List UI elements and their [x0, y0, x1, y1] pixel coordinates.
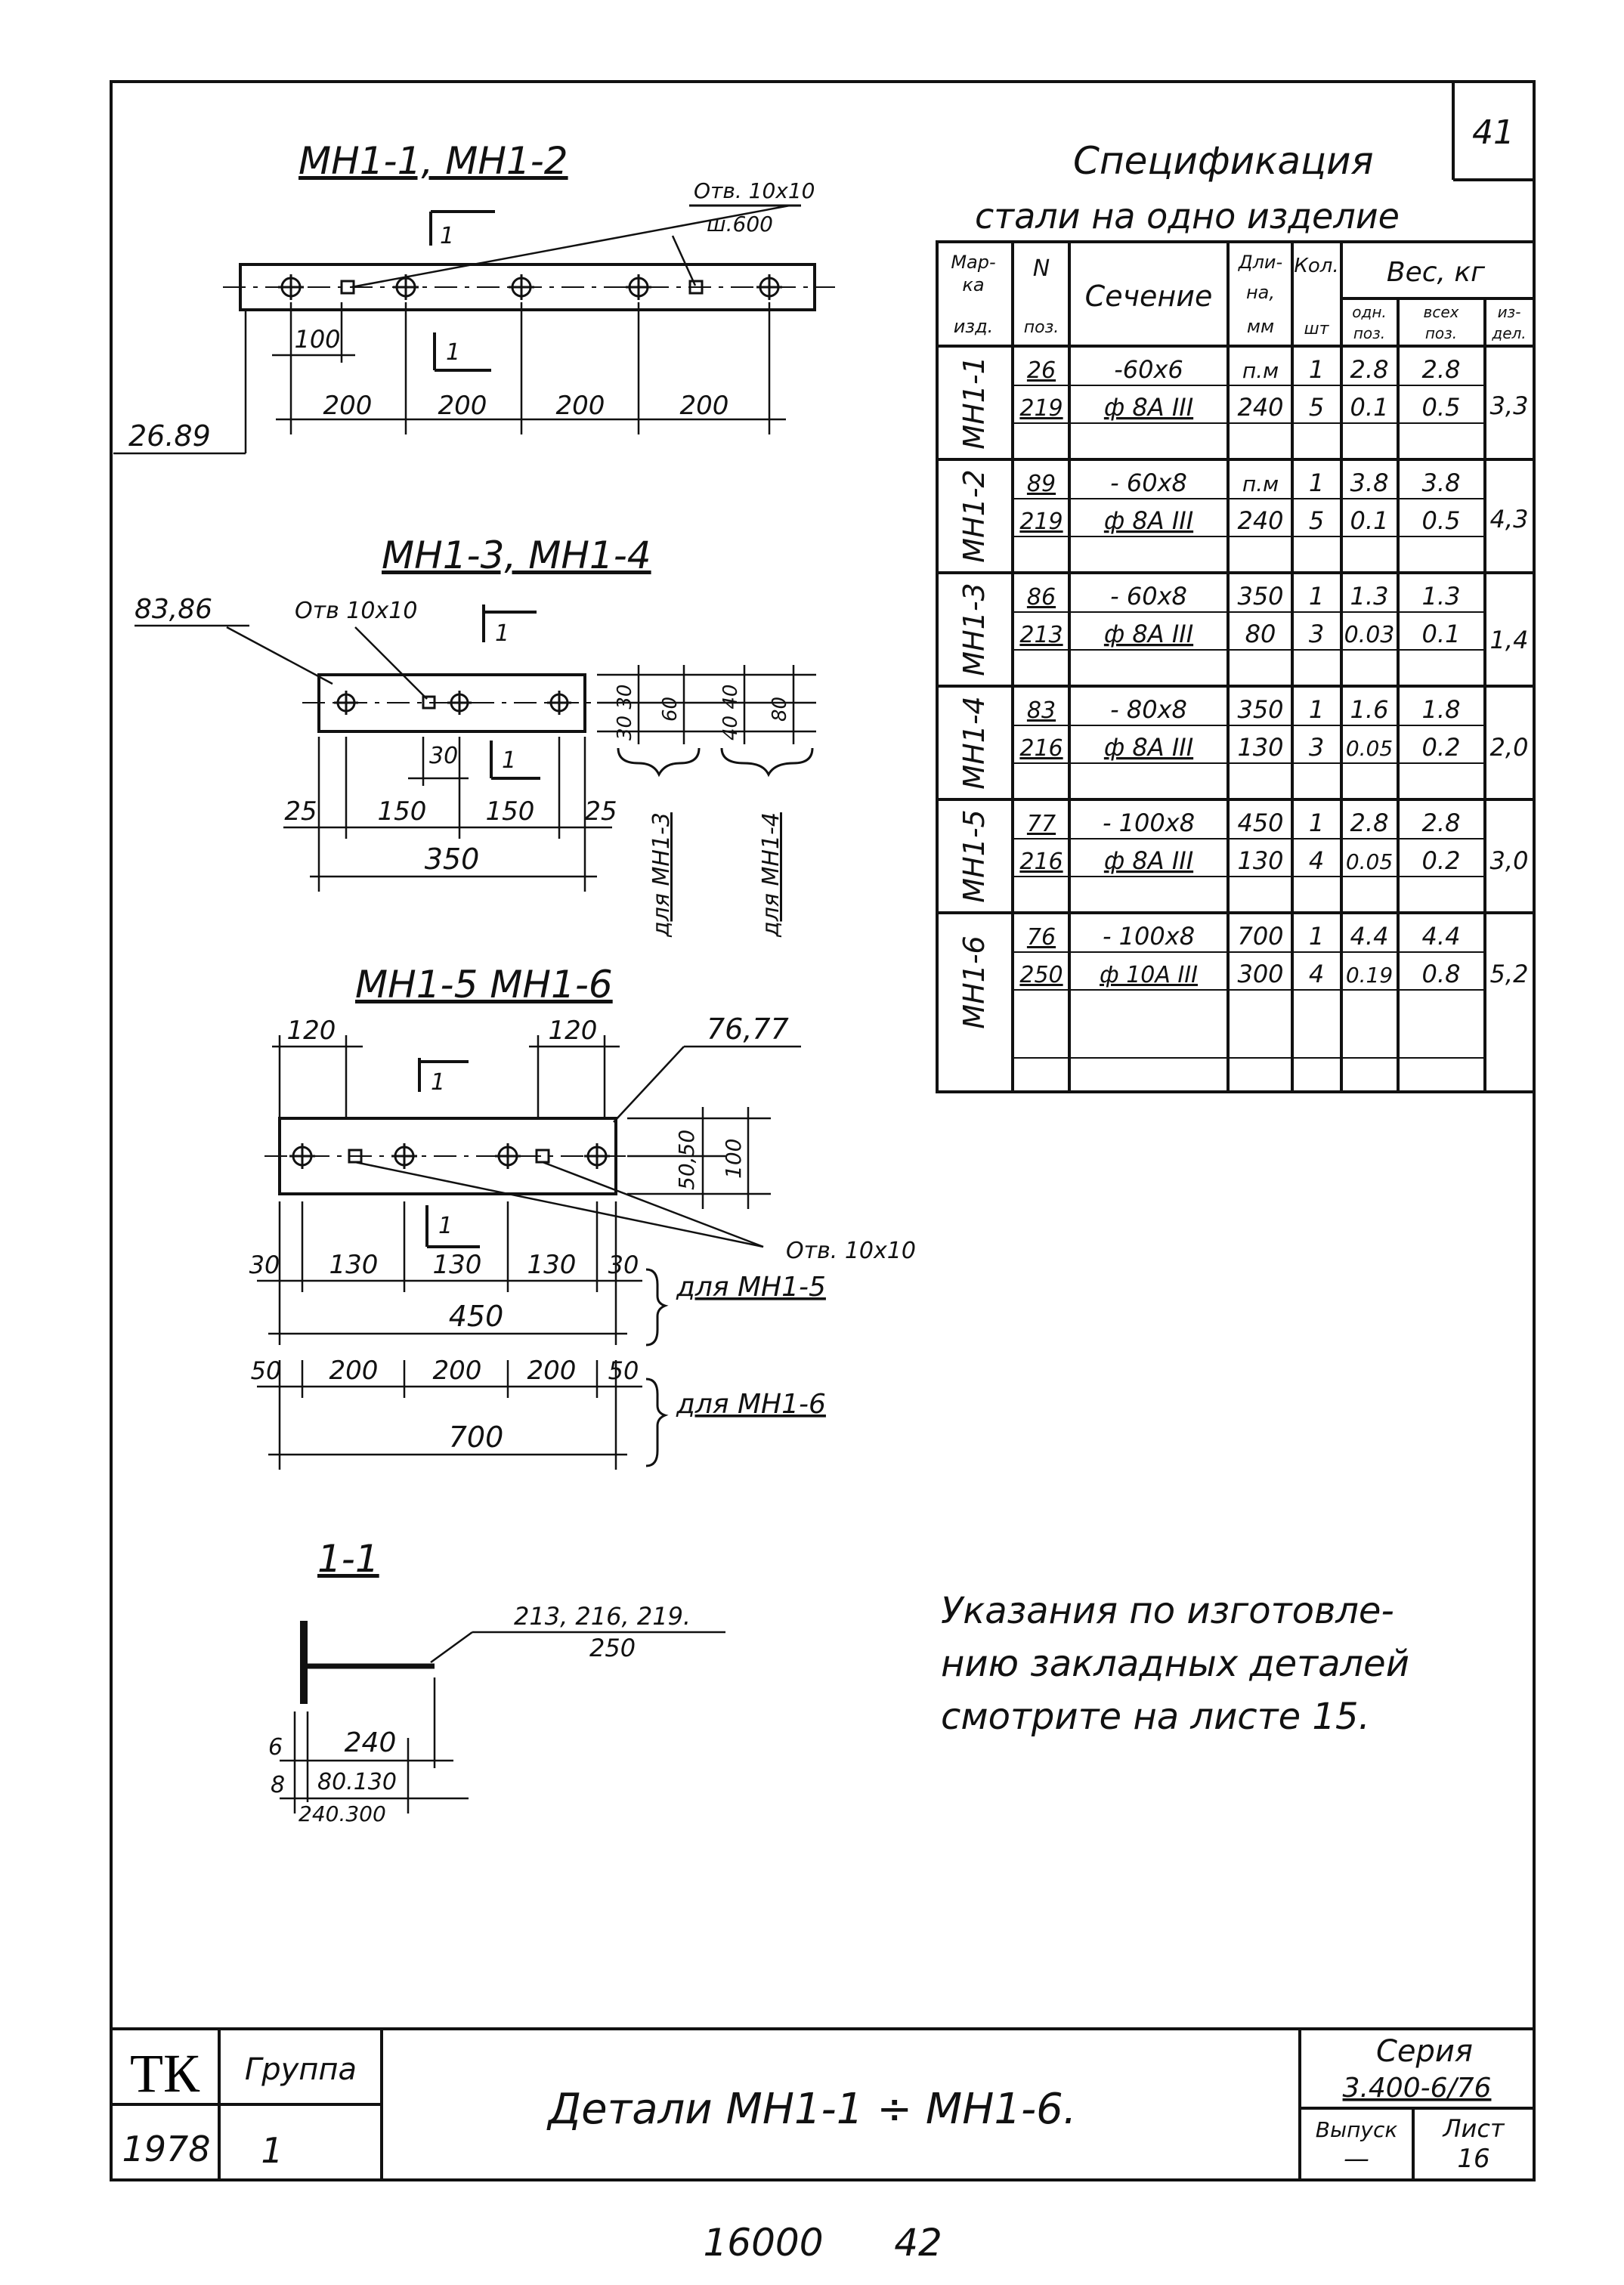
spec-row	[1027, 355, 1461, 384]
series-value: 3.400-6/76	[1342, 2073, 1492, 2104]
dim-text: 150	[485, 796, 535, 827]
dim-text: 100	[721, 1138, 746, 1179]
spec-weight-one: 0.1	[1350, 393, 1389, 422]
section-mark: 1	[495, 620, 510, 647]
spec-pos: 76	[1026, 924, 1056, 951]
section-title: 1-1	[317, 1537, 379, 1581]
position-label: 26.89	[128, 419, 211, 453]
spec-total: 1,4	[1489, 626, 1529, 654]
spec-length: 350	[1237, 582, 1284, 611]
dim-text: 25	[584, 796, 617, 827]
dim-text: 25	[284, 796, 317, 827]
title-block	[111, 2029, 1534, 2180]
spec-length: 450	[1237, 809, 1284, 837]
spec-pos: 83	[1026, 697, 1056, 724]
spec-weight-all: 2.8	[1421, 355, 1461, 384]
dim-text: 240.300	[299, 1801, 386, 1826]
spec-pos: 86	[1026, 584, 1056, 611]
spec-qty: 5	[1308, 506, 1325, 535]
spec-row	[1019, 620, 1460, 648]
footer-number: 16000	[703, 2221, 824, 2265]
sheet-value: 16	[1457, 2144, 1490, 2174]
drawing-title: МН1-1, МН1-2	[299, 139, 568, 183]
spec-weight-one: 0.05	[1345, 849, 1394, 874]
spec-weight-all: 0.2	[1421, 733, 1461, 762]
dim-text: 8	[271, 1772, 286, 1798]
hole-note: Отв. 10х10	[694, 178, 815, 203]
spec-mark: МН1-5	[957, 809, 991, 903]
dim-text: 30	[249, 1251, 280, 1279]
dim-text: 80.130	[317, 1769, 397, 1795]
spec-total: 4,3	[1489, 505, 1529, 533]
header-weight-all: всех	[1423, 303, 1459, 321]
applies-to-label: для МН1-6	[676, 1389, 826, 1420]
sheet-number: 41	[1472, 113, 1514, 152]
spec-row	[1019, 506, 1460, 535]
header-length: мм	[1246, 316, 1275, 337]
note-line: Указания по изготовле-	[941, 1590, 1394, 1632]
section-mark: 1	[431, 1069, 446, 1096]
header-qty: шт	[1304, 320, 1329, 339]
spec-qty: 5	[1308, 393, 1325, 422]
spec-subtitle: стали на одно изделие	[975, 196, 1400, 237]
spec-total: 3,0	[1489, 846, 1529, 875]
spec-section: ф 8А III	[1103, 620, 1194, 648]
dim-text: 30	[608, 1251, 639, 1279]
spec-length: 240	[1237, 506, 1284, 535]
dim-text: 200	[555, 391, 605, 421]
sheet-label: Лист	[1443, 2114, 1505, 2143]
dim-text: 200	[323, 391, 373, 421]
spec-section: ф 8А III	[1103, 393, 1194, 422]
manufacturing-note	[941, 1590, 1409, 1738]
position-label: 83,86	[135, 594, 213, 625]
dim-text: 100	[294, 325, 341, 354]
spec-weight-all: 0.5	[1421, 393, 1461, 422]
spec-mark: МН1-4	[957, 696, 991, 790]
position-label: 250	[589, 1634, 636, 1662]
header-section: Сечение	[1084, 280, 1213, 313]
spec-pos: 213	[1019, 622, 1063, 648]
section-mark: 1	[502, 747, 517, 774]
spec-weight-one: 0.1	[1350, 506, 1389, 535]
spec-row	[1019, 960, 1460, 988]
spec-length: 350	[1237, 695, 1284, 724]
spec-qty: 1	[1308, 355, 1325, 384]
spec-qty: 3	[1308, 620, 1325, 648]
spec-section: ф 8А III	[1103, 846, 1194, 875]
header-weight-all: поз.	[1424, 324, 1458, 342]
spec-weight-one: 0.19	[1345, 963, 1394, 988]
spec-qty: 1	[1308, 922, 1325, 951]
year: 1978	[122, 2129, 211, 2169]
dim-text: 450	[448, 1300, 504, 1333]
dim-text: 350	[424, 843, 480, 876]
dim-text: 200	[527, 1356, 577, 1386]
spec-section: - 80х8	[1110, 695, 1187, 724]
spec-pos: 77	[1026, 811, 1056, 837]
spec-section: ф 8А III	[1103, 506, 1194, 535]
section-1-1	[268, 1537, 725, 1826]
spec-row	[1027, 695, 1461, 724]
footer-number: 42	[894, 2221, 942, 2265]
spec-row	[1019, 733, 1460, 762]
series-label: Серия	[1376, 2034, 1473, 2069]
issue-label: Выпуск	[1315, 2117, 1398, 2142]
drawing-mh1-1-2	[113, 139, 835, 453]
spec-weight-all: 1.3	[1421, 582, 1461, 611]
spec-row	[1027, 809, 1461, 837]
spec-pos: 219	[1019, 509, 1063, 535]
spec-length: 80	[1245, 620, 1276, 648]
spec-total: 2,0	[1489, 733, 1529, 762]
spec-qty: 4	[1308, 960, 1325, 988]
note-line: нию закладных деталей	[941, 1643, 1409, 1685]
dim-text: 200	[432, 1356, 482, 1386]
spec-weight-one: 2.8	[1350, 355, 1389, 384]
spec-weight-one: 1.3	[1350, 582, 1389, 611]
spec-pos: 216	[1019, 849, 1063, 875]
spec-length: п.м	[1242, 358, 1279, 383]
spec-section: ф 10А III	[1100, 962, 1198, 988]
dim-text: 30	[429, 743, 459, 769]
spec-weight-one: 0.03	[1344, 622, 1395, 648]
spec-mark: МН1-6	[957, 935, 991, 1029]
spec-section: -60х6	[1114, 355, 1183, 384]
hole-note: Отв. 10х10	[786, 1238, 916, 1264]
dim-text: 120	[286, 1016, 336, 1046]
spec-length: 130	[1237, 846, 1284, 875]
specification	[937, 139, 1534, 1092]
header-weight-one: поз.	[1353, 324, 1386, 342]
drawing-title: МН1-5 МН1-6	[355, 963, 613, 1006]
header-pos: N	[1032, 255, 1050, 282]
applies-to-label: для МН1-5	[676, 1272, 826, 1303]
spec-weight-all: 2.8	[1421, 809, 1461, 837]
dim-text: 240	[344, 1727, 397, 1758]
spec-weight-one: 3.8	[1350, 468, 1389, 497]
spec-weight-all: 0.8	[1421, 960, 1461, 988]
drawing-mh1-5-6	[249, 963, 916, 1470]
group-value: 1	[261, 2130, 283, 2171]
spec-row	[1027, 922, 1461, 951]
dim-text: 80	[769, 696, 791, 722]
dim-text: 700	[448, 1421, 504, 1454]
group-label: Группа	[244, 2052, 357, 2087]
org-code: ТК	[129, 2043, 200, 2104]
header-weight-one: одн.	[1352, 303, 1387, 321]
dim-text: 120	[548, 1016, 598, 1046]
dim-text: 50	[250, 1356, 282, 1385]
spec-length: 700	[1237, 922, 1284, 951]
header-weight: Вес, кг	[1386, 257, 1486, 288]
header-weight-item: дел.	[1492, 324, 1527, 342]
header-length: на,	[1245, 282, 1276, 303]
dim-text: 40 40	[719, 684, 742, 741]
spec-weight-one: 1.6	[1350, 695, 1389, 724]
position-label: 76,77	[707, 1013, 789, 1046]
spec-row	[1027, 582, 1461, 611]
spec-length: 300	[1237, 960, 1284, 988]
spec-weight-one: 0.05	[1345, 736, 1394, 761]
spec-row	[1019, 846, 1460, 875]
section-mark: 1	[446, 339, 461, 366]
drawing-title: Детали МН1-1 ÷ МН1-6.	[548, 2085, 1077, 2134]
spec-weight-all: 3.8	[1421, 468, 1461, 497]
drawing-title: МН1-3, МН1-4	[382, 533, 651, 577]
spec-pos: 26	[1026, 357, 1056, 384]
spec-length: 130	[1237, 733, 1284, 762]
spec-weight-all: 4.4	[1421, 922, 1461, 951]
spec-qty: 1	[1308, 468, 1325, 497]
spec-mark: МН1-3	[957, 583, 991, 676]
spec-section: - 60х8	[1110, 582, 1187, 611]
header-mark: ка	[962, 274, 985, 295]
dim-text: 50	[608, 1356, 639, 1385]
hole-note: Отв 10х10	[295, 598, 418, 624]
header-mark: изд.	[953, 316, 994, 337]
dim-text: 200	[438, 391, 487, 421]
spec-mark: МН1-1	[957, 356, 991, 450]
spec-length: п.м	[1242, 472, 1279, 496]
dim-text: 130	[527, 1250, 577, 1280]
spec-qty: 3	[1308, 733, 1325, 762]
spec-weight-all: 0.1	[1421, 620, 1461, 648]
dim-text: 200	[679, 391, 729, 421]
dim-text: 130	[329, 1250, 379, 1280]
header-mark: Мар-	[951, 252, 996, 273]
dim-text: 60	[659, 696, 682, 722]
dim-text: 200	[329, 1356, 379, 1386]
spec-qty: 1	[1308, 809, 1325, 837]
spec-qty: 4	[1308, 846, 1325, 875]
applies-to-label: для МН1-3	[648, 812, 675, 937]
dim-text: 30 30	[614, 684, 636, 741]
spec-row	[1027, 468, 1461, 497]
note-line: смотрите на листе 15.	[941, 1696, 1370, 1738]
spec-length: 240	[1237, 393, 1284, 422]
spec-section: - 60х8	[1110, 468, 1187, 497]
spec-section: - 100х8	[1102, 809, 1196, 837]
spec-row	[1019, 393, 1460, 422]
spec-pos: 216	[1019, 735, 1063, 762]
section-mark: 1	[440, 223, 455, 249]
spec-weight-one: 4.4	[1350, 922, 1389, 951]
spec-pos: 219	[1019, 395, 1063, 422]
spec-qty: 1	[1308, 582, 1325, 611]
spec-total: 3,3	[1489, 391, 1529, 420]
spec-weight-all: 1.8	[1421, 695, 1461, 724]
position-label: 213, 216, 219.	[514, 1602, 691, 1631]
hole-note-pitch: ш.600	[707, 212, 773, 237]
header-qty: Кол.	[1294, 255, 1339, 277]
spec-title: Спецификация	[1073, 139, 1374, 183]
spec-mark: МН1-2	[957, 469, 991, 563]
header-length: Дли-	[1238, 252, 1283, 273]
spec-weight-one: 2.8	[1350, 809, 1389, 837]
issue-value: —	[1344, 2144, 1369, 2174]
applies-to-label: для МН1-4	[758, 812, 784, 937]
dim-text: 50,50	[674, 1129, 699, 1190]
spec-section: - 100х8	[1102, 922, 1196, 951]
spec-qty: 1	[1308, 695, 1325, 724]
spec-pos: 250	[1019, 962, 1063, 988]
spec-weight-all: 0.5	[1421, 506, 1461, 535]
section-mark: 1	[438, 1213, 453, 1239]
spec-pos: 89	[1026, 471, 1056, 497]
dim-text: 150	[377, 796, 427, 827]
dim-text: 6	[268, 1734, 283, 1761]
dim-text: 130	[432, 1250, 482, 1280]
header-pos: поз.	[1023, 318, 1059, 337]
spec-weight-all: 0.2	[1421, 846, 1461, 875]
spec-section: ф 8А III	[1103, 733, 1194, 762]
spec-total: 5,2	[1489, 960, 1529, 988]
header-weight-item: из-	[1497, 303, 1521, 321]
drawing-mh1-3-4	[135, 533, 816, 938]
